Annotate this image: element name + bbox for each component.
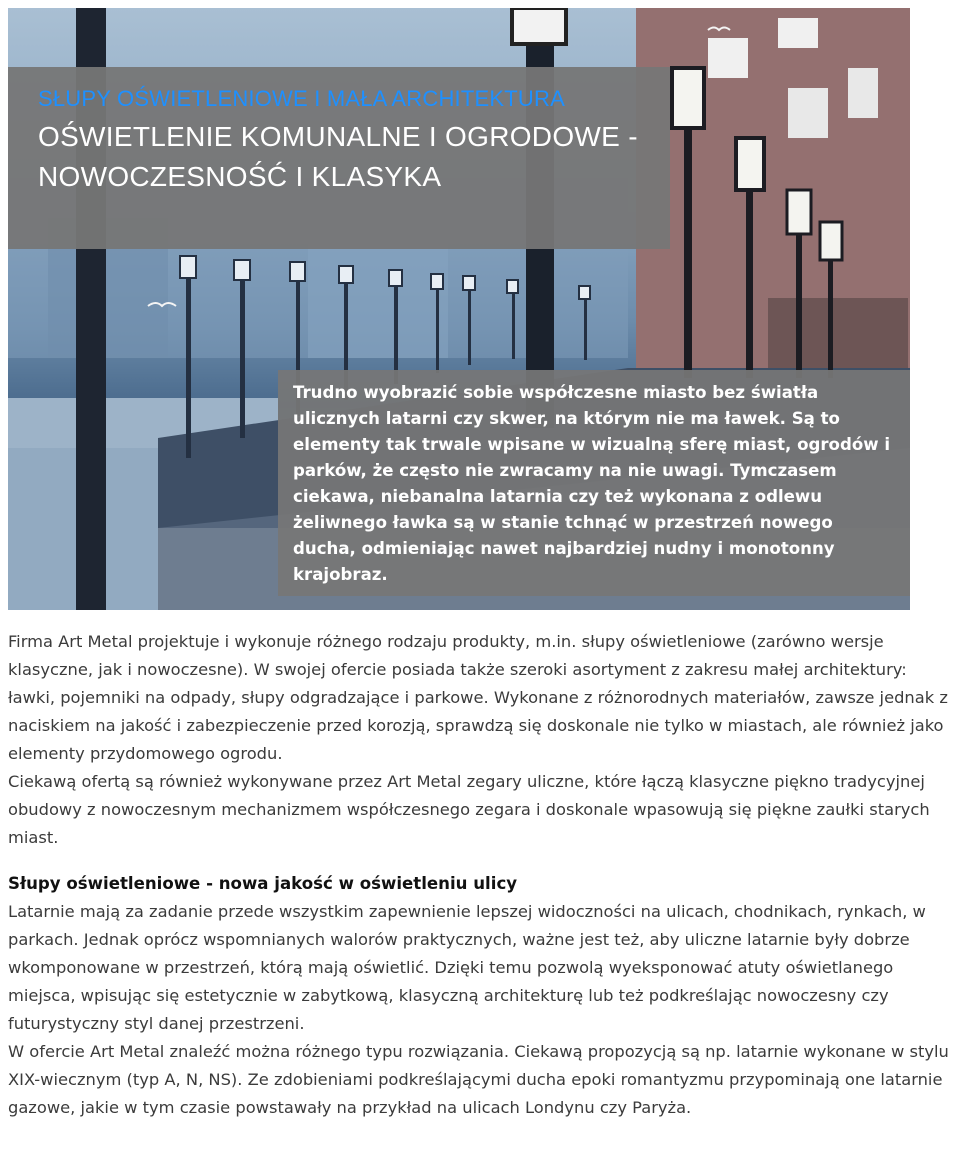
hero-subtitle: SŁUPY OŚWIETLENIOWE I MAŁA ARCHITEKTURA	[38, 86, 565, 111]
article-body	[8, 628, 958, 1122]
intro-panel	[278, 370, 910, 596]
paragraph-offer: W ofercie Art Metal znaleźć można różnego typu rozwiązania. Ciekawą propozycją są np. latarnie wykonane w stylu XIX-wiecznym (typ A, N, NS). Ze zdobieniami podkreślającymi ducha epoki romantyzmu przypominają one latarnie gazowe, jakie w tym czasie powstawały na przykład na ulicach Londynu czy Paryża.	[8, 1042, 949, 1117]
paragraph-lamps: Latarnie mają za zadanie przede wszystkim zapewnienie lepszej widoczności na ulicach, chodnikach, rynkach, w parkach. Jednak oprócz wspomnianych walorów praktycznych, ważne jest też, aby uliczne latarnie były dobrze wkomponowane w przestrzeń, którą mają oświetlić. Dzięki temu pozwolą wyeksponować atuty oświetlanego miejsca, wpisując się estetycznie w zabytkową, klasyczną architekturę lub też podkreślając nowoczesny czy futurystyczny styl danej przestrzeni.	[8, 902, 926, 1033]
hero-title-panel	[8, 67, 670, 249]
paragraph-clocks: Ciekawą ofertą są również wykonywane przez Art Metal zegary uliczne, które łączą klasyczne piękno tradycyjnej obudowy z nowoczesnym mechanizmem współczesnego zegara i doskonale wpasowują się piękne zaułki starych miast.	[8, 772, 930, 847]
paragraph-company: Firma Art Metal projektuje i wykonuje różnego rodzaju produkty, m.in. słupy oświetleniowe (zarówno wersje klasyczne, jak i nowoczesne). W swojej ofercie posiada także szeroki asortyment z zakresu małej architektury: ławki, pojemniki na odpady, słupy odgradzające i parkowe. Wykonane z różnorodnych materiałów, zawsze jednak z naciskiem na jakość i zabezpieczenie przed korozją, sprawdzą się doskonale nie tylko w miastach, ale również jako elementy przydomowego ogrodu.	[8, 632, 948, 763]
section-heading: Słupy oświetleniowe - nowa jakość w oświetleniu ulicy	[8, 874, 518, 893]
intro-text: Trudno wyobrazić sobie współczesne miasto bez światła ulicznych latarni czy skwer, na którym nie ma ławek. Są to elementy tak trwale wpisane w wizualną sferę miast, ogrodów i parków, że często nie zwracamy na nie uwagi. Tymczasem ciekawa, niebanalna latarnia czy też wykonana z odlewu żeliwnego ławka są w stanie tchnąć w przestrzeń nowego ducha, odmieniając nawet najbardziej nudny i monotonny krajobraz.	[293, 383, 891, 584]
page-title: OŚWIETLENIE KOMUNALNE I OGRODOWE - NOWOCZESNOŚĆ I KLASYKA	[38, 121, 638, 192]
